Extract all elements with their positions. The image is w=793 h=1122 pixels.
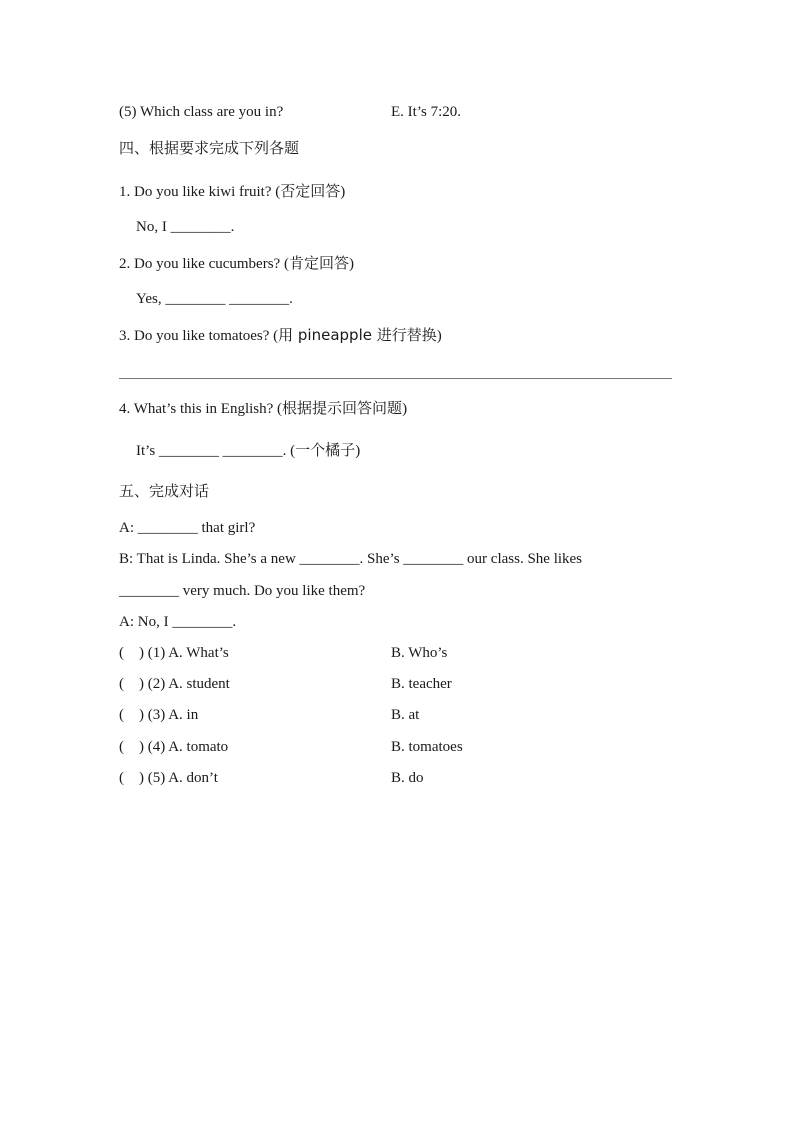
s4-question-1 <box>119 182 345 201</box>
answer-bracket-2[interactable]: ( ) <box>119 676 144 692</box>
choice-4-option-b: B. tomatoes <box>391 739 463 755</box>
s4-question-4 <box>119 399 407 418</box>
choice-5-option-b: B. do <box>391 770 424 786</box>
dialogue-line-3: ________ very much. Do you like them? <box>119 583 366 599</box>
section-5-heading: 五、完成对话 <box>119 482 210 500</box>
s4-answer-2[interactable]: Yes, ________ ________. <box>136 291 293 307</box>
answer-bracket-1[interactable]: ( ) <box>119 645 144 661</box>
choice-number-1: (1) <box>147 645 166 661</box>
choice-row-4 <box>119 738 228 756</box>
s4-q1-close: ) <box>340 184 346 200</box>
match-answer-e: E. It’s 7:20. <box>391 104 461 120</box>
choice-number-4: (4) <box>147 739 166 755</box>
s4-question-3 <box>119 326 442 345</box>
s4-a4-close: ) <box>355 443 361 459</box>
choice-5-option-a: A. don’t <box>168 770 218 786</box>
s4-q3-text: 3. Do you like tomatoes? ( <box>119 328 279 344</box>
choice-3-option-b: B. at <box>391 707 420 723</box>
s4-q1-instruction: 否定回答 <box>280 182 341 200</box>
choice-number-5: (5) <box>147 770 166 786</box>
match-question-5: (5) Which class are you in? <box>119 104 284 120</box>
s4-question-2 <box>119 254 354 273</box>
s4-a4-hint: 一个橘子 <box>295 441 356 459</box>
section-4-heading: 四、根据要求完成下列各题 <box>119 139 300 157</box>
s4-q3-instruction: 用 pineapple 进行替换 <box>278 326 437 344</box>
s4-q1-text: 1. Do you like kiwi fruit? ( <box>119 184 281 200</box>
choice-1-option-a: A. What’s <box>168 645 229 661</box>
dialogue-line-1: A: ________ that girl? <box>119 520 256 536</box>
choice-row-3 <box>119 706 198 724</box>
s4-answer-3-writing-line[interactable] <box>119 378 672 379</box>
s4-q2-close: ) <box>348 256 354 272</box>
choice-number-3: (3) <box>147 707 166 723</box>
dialogue-line-4: A: No, I ________. <box>119 614 237 630</box>
s4-q4-close: ) <box>402 401 408 417</box>
s4-answer-1[interactable]: No, I ________. <box>136 219 235 235</box>
s4-q4-text: 4. What’s this in English? ( <box>119 401 283 417</box>
choice-4-option-a: A. tomato <box>168 739 229 755</box>
s4-answer-4[interactable] <box>136 441 360 460</box>
choice-row-5 <box>119 769 218 787</box>
answer-bracket-3[interactable]: ( ) <box>119 707 144 723</box>
choice-row-2 <box>119 675 230 693</box>
s4-q3-close: ) <box>436 328 442 344</box>
answer-bracket-5[interactable]: ( ) <box>119 770 144 786</box>
choice-2-option-a: A. student <box>168 676 230 692</box>
s4-q4-instruction: 根据提示回答问题 <box>282 399 403 417</box>
choice-1-option-b: B. Who’s <box>391 645 448 661</box>
answer-bracket-4[interactable]: ( ) <box>119 739 144 755</box>
dialogue-line-2: B: That is Linda. She’s a new ________. She’s ________ our class. She likes <box>119 551 583 567</box>
s4-q2-instruction: 肯定回答 <box>288 254 349 272</box>
choice-3-option-a: A. in <box>168 707 199 723</box>
choice-row-1 <box>119 644 229 662</box>
s4-a4-text: It’s ________ ________. ( <box>136 443 296 459</box>
choice-2-option-b: B. teacher <box>391 676 452 692</box>
choice-number-2: (2) <box>147 676 166 692</box>
s4-q2-text: 2. Do you like cucumbers? ( <box>119 256 289 272</box>
